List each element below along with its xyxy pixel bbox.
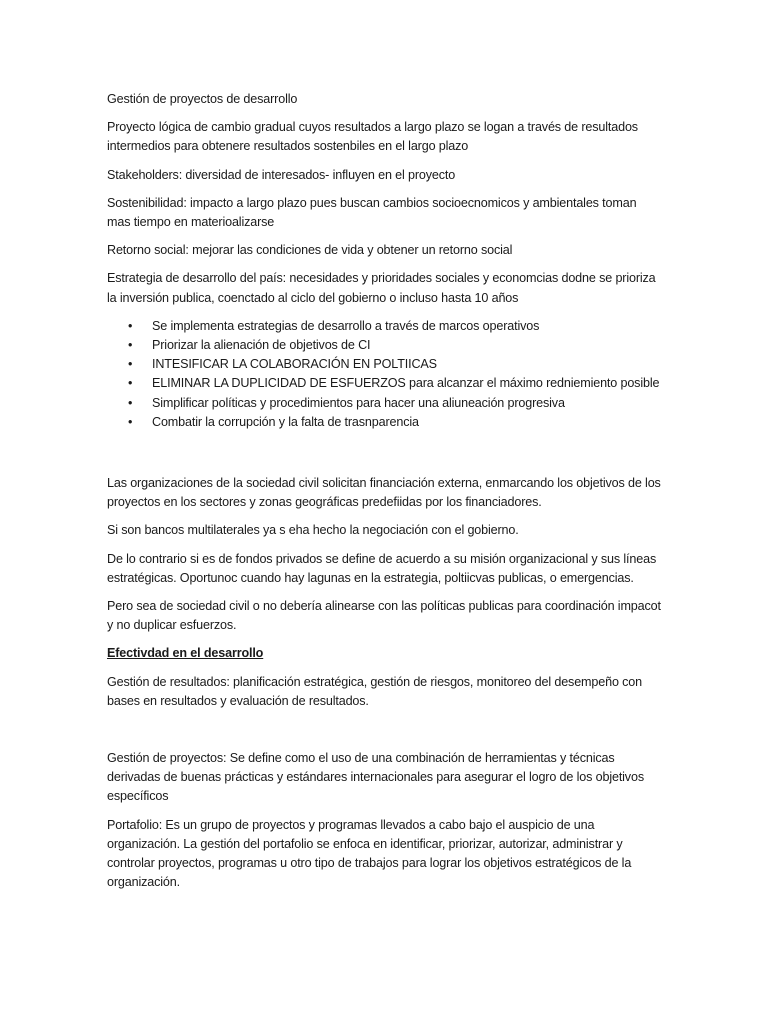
bullet-text: Simplificar políticas y procedimientos para hacer una aliuneación progresiva [152,395,565,410]
bullet-item [107,394,663,413]
bullet-icon: • [128,357,133,372]
paragraph-sostenibilidad: Sostenibilidad: impacto a largo plazo pues buscan cambios socioecnomicos y ambientales toman mas tiempo en materioalizarse [107,195,637,230]
bullet-text: ELIMINAR LA DUPLICIDAD DE ESFUERZOS para alcanzar el máximo redniemiento posible [152,376,660,391]
bullet-item [107,413,663,432]
paragraph-portafolio: Portafolio: Es un grupo de proyectos y programas llevados a cabo bajo el auspicio de una organización. La gestión del portafolio se enfoca en identificar, priorizar, autorizar, administrar y controlar proyectos, programas u otro tipo de trabajos para lograr los objetivos estratégicos de la organización. [107,817,632,890]
bullet-item [107,336,663,355]
paragraph-proyecto: Proyecto lógica de cambio gradual cuyos resultados a largo plazo se logan a través de resultados intermedios para obtenere resultados sostenbiles en el largo plazo [107,120,638,154]
bullet-icon: • [128,318,133,333]
bullet-item [107,317,663,336]
bullet-text: Priorizar la alienación de objetivos de CI [152,338,371,353]
document-page [107,90,663,902]
bullet-icon: • [128,395,133,410]
bullet-icon: • [128,414,133,429]
bullet-text: Se implementa estrategias de desarrollo a través de marcos operativos [152,318,540,333]
paragraph-gestion-proyectos: Gestión de proyectos: Se define como el uso de una combinación de herramientas y técnicas derivadas de buenas prácticas y estándares internacionales para asegurar el logro de los objetivos específicos [107,751,644,804]
paragraph-organizaciones: Las organizaciones de la sociedad civil solicitan financiación externa, enmarcando los objetivos de los proyectos en los sectores y zonas geográficas predefiidas por los financiadores. [107,476,661,510]
document-title: Gestión de proyectos de desarrollo [107,92,298,106]
paragraph-estrategia: Estrategia de desarrollo del país: necesidades y prioridades sociales y economcias dodne se prioriza la inversión publica, coenctado al ciclo del gobierno o incluso hasta 10 años [107,271,656,305]
paragraph-gestion-resultados: Gestión de resultados: planificación estratégica, gestión de riesgos, monitoreo del desempeño con bases en resultados y evaluación de resultados. [107,674,643,708]
paragraph-bancos: Si son bancos multilaterales ya s eha hecho la negociación con el gobierno. [107,523,519,538]
bullet-item [107,355,663,374]
bullet-icon: • [128,338,133,353]
paragraph-sociedad-civil: Pero sea de sociedad civil o no debería alinearse con las políticas publicas para coordinación impacot y no duplicar esfuerzos. [107,599,661,633]
bullet-item [107,374,663,393]
bullet-text: Combatir la corrupción y la falta de trasnparencia [152,414,419,429]
paragraph-retorno-social: Retorno social: mejorar las condiciones de vida y obtener un retorno social [107,243,513,258]
section-heading: Efectivdad en el desarrollo [107,646,264,661]
paragraph-fondos-privados: De lo contrario si es de fondos privados se define de acuerdo a su misión organizacional y sus líneas estratégicas. Oportunoc cuando hay lagunas en la estrategia, poltiicvas publicas, o emergencias. [107,551,657,585]
bullet-icon: • [128,376,133,391]
bullet-list [107,317,663,432]
paragraph-stakeholders: Stakeholders: diversidad de interesados- influyen en el proyecto [107,167,456,182]
bullet-text: INTESIFICAR LA COLABORACIÓN EN POLTIICAS [152,357,437,372]
